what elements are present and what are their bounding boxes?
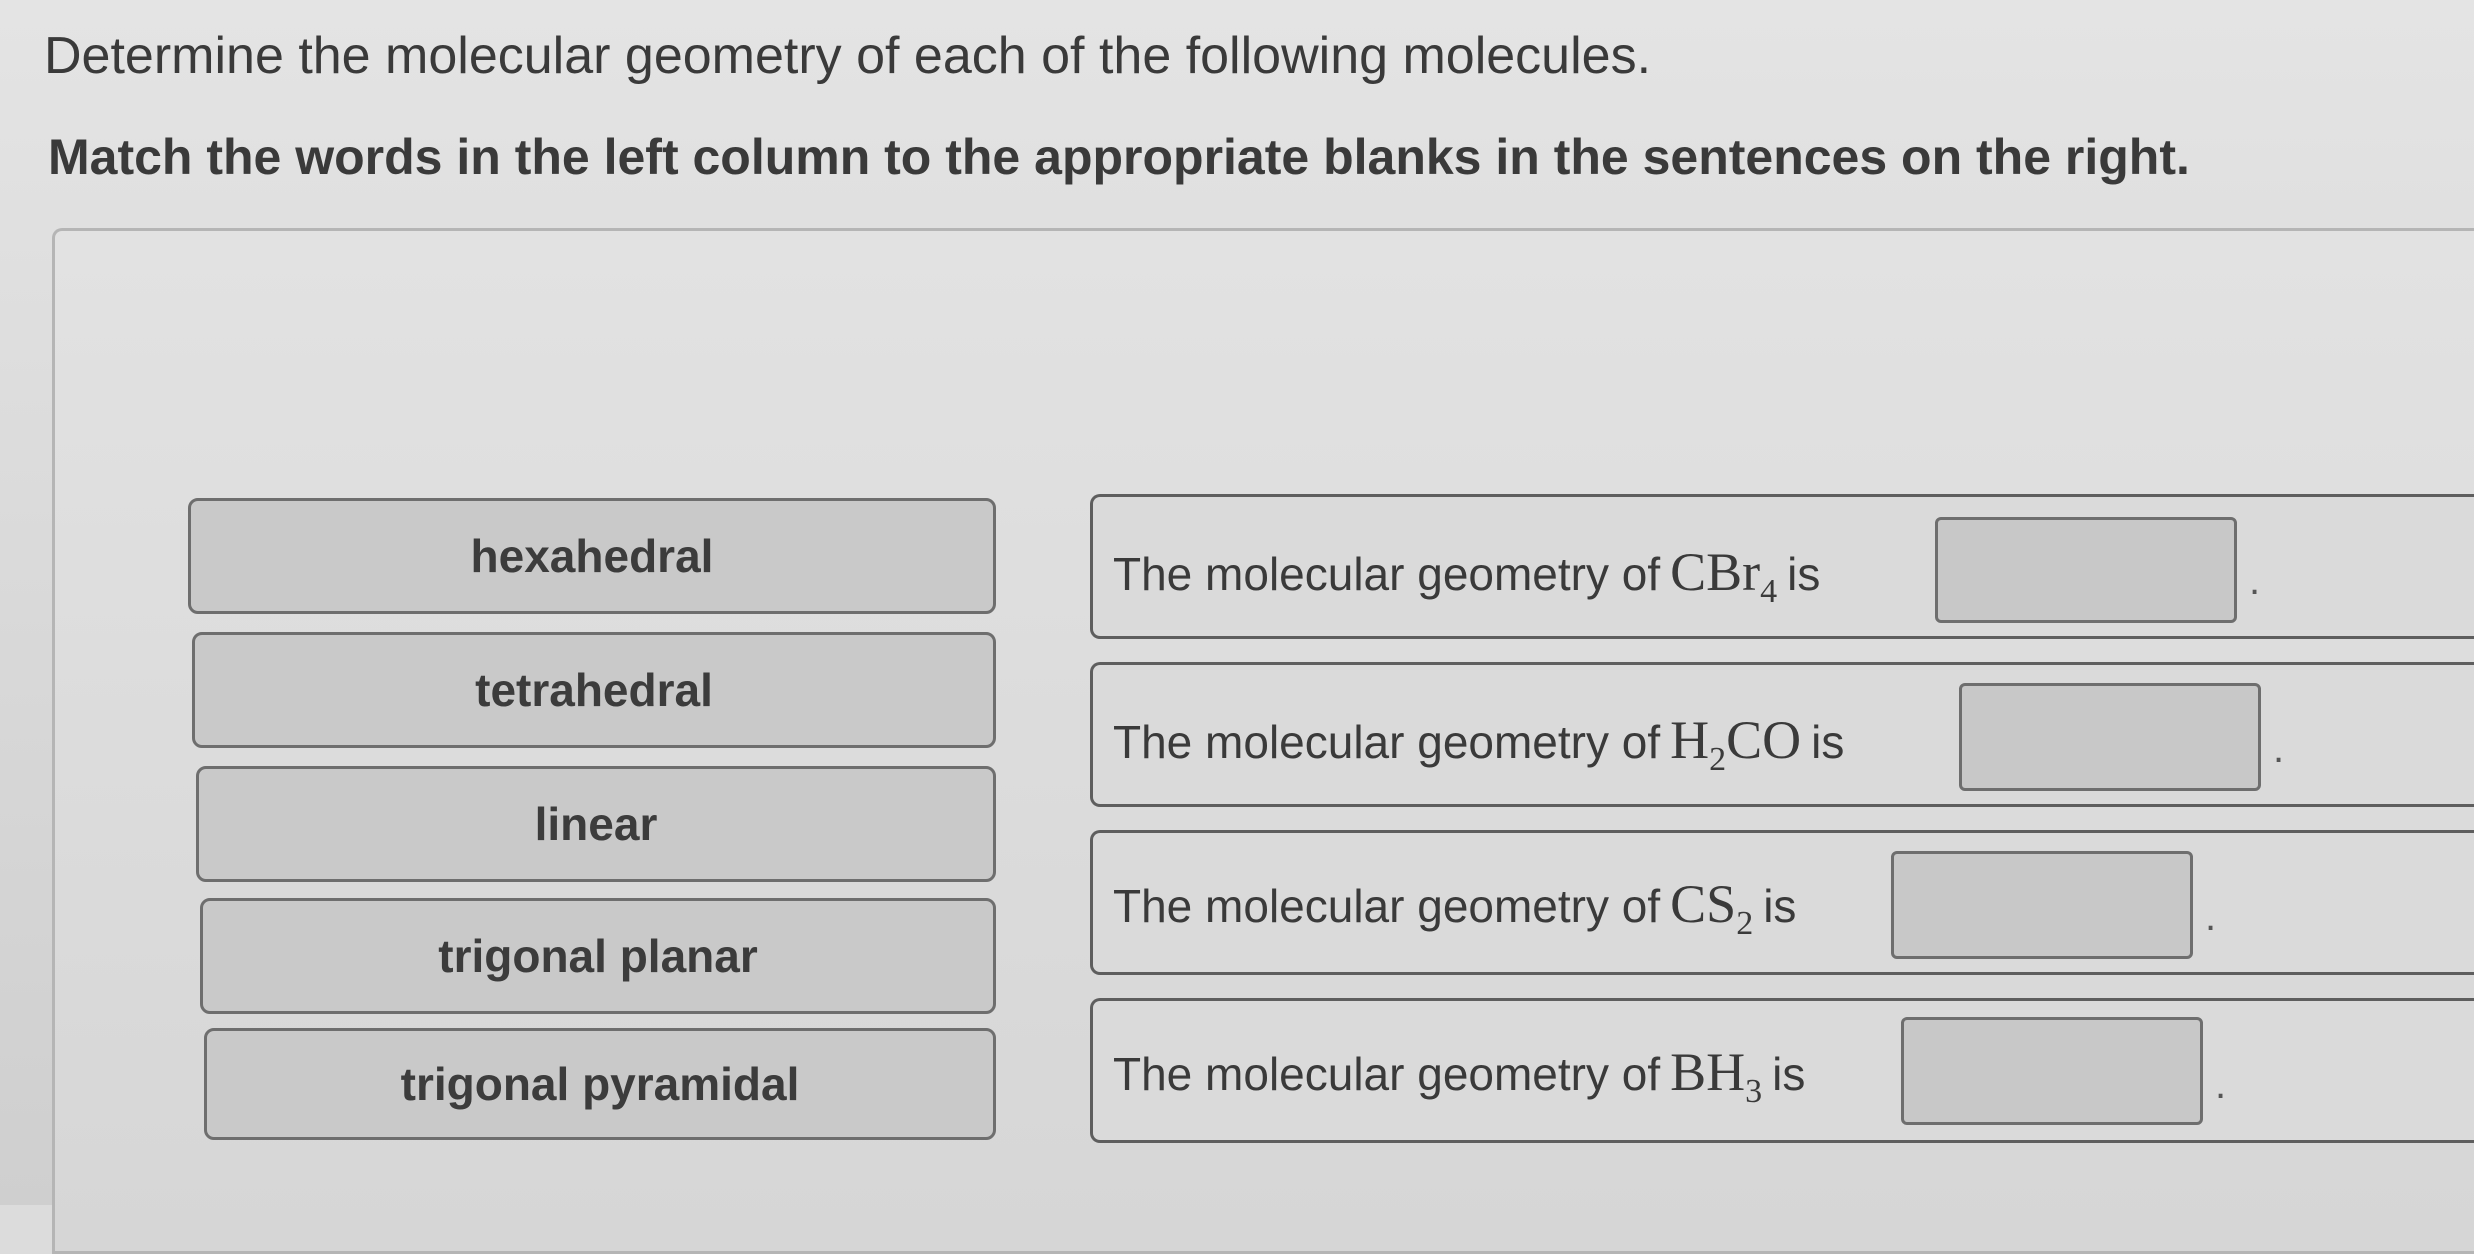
sentence-suffix: is [1787,548,1821,600]
word-tile-trigonal-planar[interactable] [200,898,996,1014]
word-tile-hexahedral[interactable] [188,498,996,614]
sentence-suffix: is [1772,1048,1806,1100]
question-instruction: Determine the molecular geometry of each of the following molecules. [44,27,1652,85]
answer-blank-cs2[interactable] [1891,851,2193,959]
sentence-prefix: The molecular geometry of [1113,548,1661,600]
word-tile-label: hexahedral [470,530,714,582]
word-tile-tetrahedral[interactable] [192,632,996,748]
sentence-prefix: The molecular geometry of [1113,1048,1661,1100]
formula-cs2: $CS_2$ [1670,874,1754,942]
sentence-prefix: The molecular geometry of [1113,716,1661,768]
sentence-cs2 [1090,830,2474,975]
answer-blank-h2co[interactable] [1959,683,2261,791]
word-tile-label: trigonal planar [438,930,758,982]
sentence-suffix: is [1763,880,1797,932]
formula-cbr4: CBr$_4$ [1670,542,1778,610]
sentence-h2co [1090,662,2474,807]
word-tile-label: tetrahedral [475,664,713,716]
sentence-cbr4 [1090,494,2474,639]
sentence-period: . [2215,1063,2227,1107]
sentence-period: . [2249,559,2261,603]
formula-h2co: $H_2CO$ [1670,710,1802,778]
formula-bh3: $BH_3$ [1670,1042,1763,1110]
word-tile-label: trigonal pyramidal [400,1058,800,1110]
sentence-period: . [2273,727,2285,771]
matching-instruction: Match the words in the left column to the appropriate blanks in the sentences on the right. [48,129,2190,185]
sentence-period: . [2205,895,2217,939]
answer-blank-bh3[interactable] [1901,1017,2203,1125]
word-tile-label: linear [534,798,658,850]
answer-blank-cbr4[interactable] [1935,517,2237,623]
sentence-suffix: is [1811,716,1845,768]
word-tile-linear[interactable] [196,766,996,882]
sentence-prefix: The molecular geometry of [1113,880,1661,932]
word-tile-trigonal-pyramidal[interactable] [204,1028,996,1140]
sentence-bh3 [1090,998,2474,1143]
